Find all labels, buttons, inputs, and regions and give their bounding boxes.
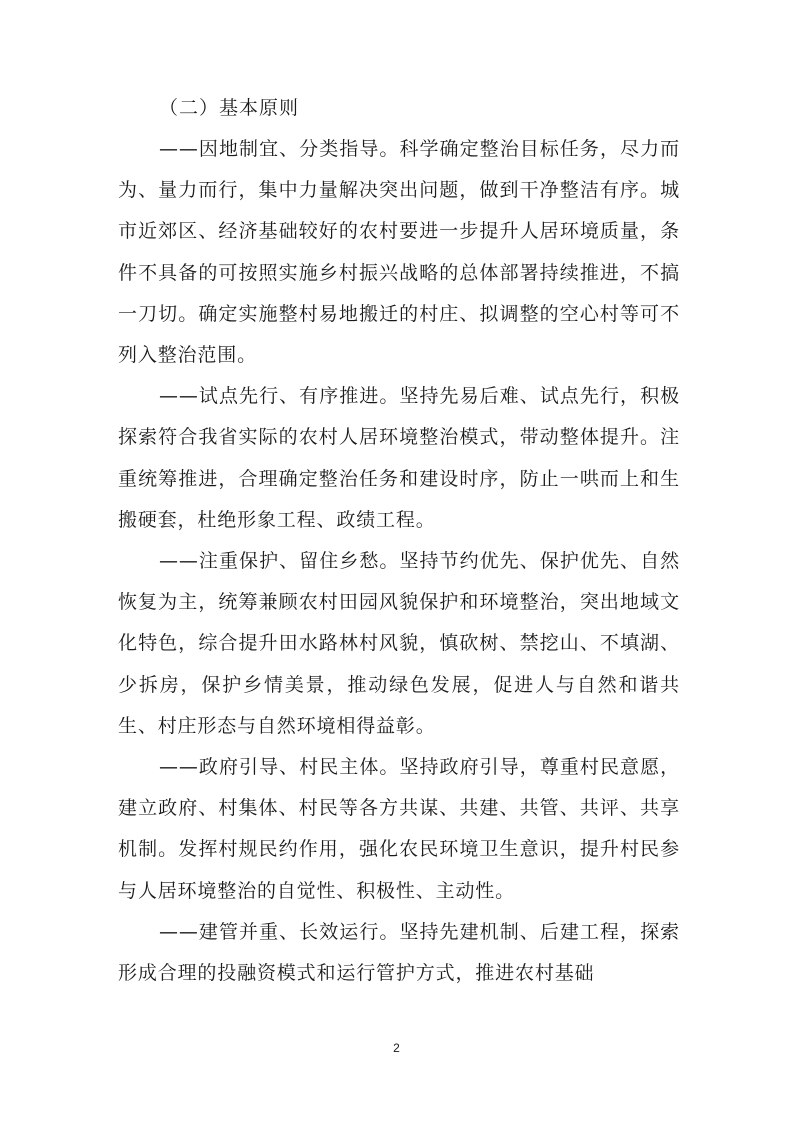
document-page: [118, 88, 680, 994]
page-number: 2: [393, 1041, 400, 1055]
section-heading: （二）基本原则: [159, 97, 300, 119]
paragraph-principle-4: ——政府引导、村民主体。坚持政府引导，尊重村民意愿，建立政府、村集体、村民等各方共谋、共建、共管、共评、共享机制。发挥村规民约作用，强化农民环境卫生意识，提升村民参与人居环境整治的自觉性、积极性、主动性。: [118, 756, 680, 902]
paragraph-principle-2: ——试点先行、有序推进。坚持先易后难、试点先行，积极探索符合我省实际的农村人居环境整治模式，带动整体提升。注重统筹推进，合理确定整治任务和建设时序，防止一哄而上和生搬硬套，杜绝形象工程、政绩工程。: [118, 385, 680, 531]
paragraph-principle-5: ——建管并重、长效运行。坚持先建机制、后建工程，探索形成合理的投融资模式和运行管护方式，推进农村基础: [118, 920, 680, 985]
paragraph-principle-3: ——注重保护、留住乡愁。坚持节约优先、保护优先、自然恢复为主，统筹兼顾农村田园风貌保护和环境整治，突出地域文化特色，综合提升田水路林村风貌，慎砍树、禁挖山、不填湖、少拆房，保护乡情美景，推动绿色发展，促进人与自然和谐共生、村庄形态与自然环境相得益彰。: [118, 550, 680, 737]
paragraph-principle-1: ——因地制宜、分类指导。科学确定整治目标任务，尽力而为、量力而行，集中力量解决突出问题，做到干净整洁有序。城市近郊区、经济基础较好的农村要进一步提升人居环境质量，条件不具备的可按照实施乡村振兴战略的总体部署持续推进，不搞一刀切。确定实施整村易地搬迁的村庄、拟调整的空心村等可不列入整治范围。: [118, 138, 680, 367]
